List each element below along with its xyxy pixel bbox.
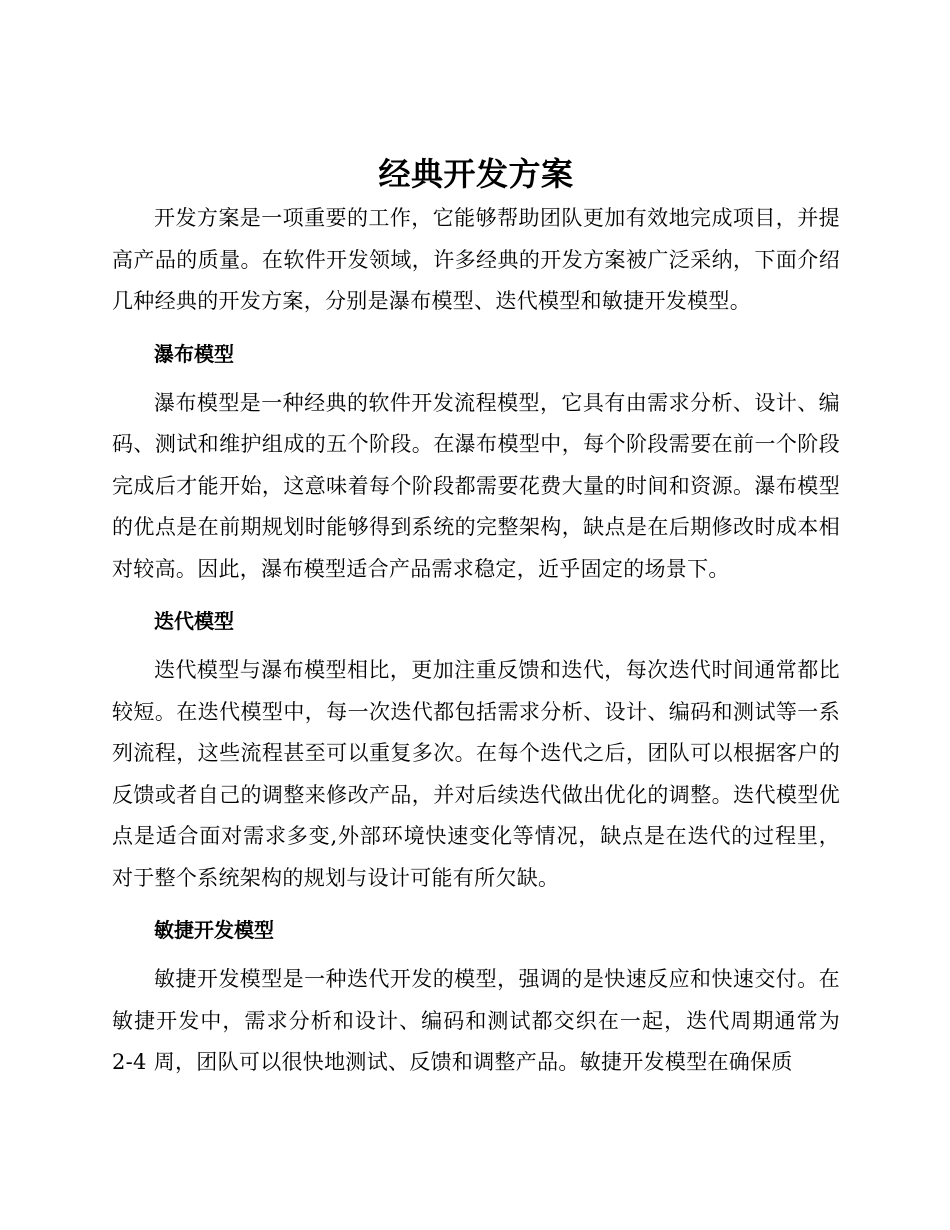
document-title: 经典开发方案	[378, 155, 574, 193]
intro-paragraph: 开发方案是一项重要的工作，它能够帮助团队更加有效地完成项目，并提高产品的质量。在软件开发领域，许多经典的开发方案被广泛采纳，下面介绍几种经典的开发方案，分别是瀑布模型、迭代模型和敏捷开发模型。	[112, 206, 840, 313]
section-heading-waterfall: 瀑布模型	[154, 341, 234, 366]
document-page	[112, 148, 840, 1084]
section-heading-agile: 敏捷开发模型	[154, 918, 274, 942]
section-body-iterative: 迭代模型与瀑布模型相比，更加注重反馈和迭代，每次迭代时间通常都比较短。在迭代模型中，每一次迭代都包括需求分析、设计、编码和测试等一系列流程，这些流程甚至可以重复多次。在每个迭代之后，团队可以根据客户的反馈或者自己的调整来修改产品，并对后续迭代做出优化的调整。迭代模型优点是适合面对需求多变,外部环境快速变化等情况，缺点是在迭代的过程里，对于整个系统架构的规划与设计可能有所欠缺。	[112, 658, 840, 890]
section-body-waterfall: 瀑布模型是一种经典的软件开发流程模型，它具有由需求分析、设计、编码、测试和维护组成的五个阶段。在瀑布模型中，每个阶段需要在前一个阶段完成后才能开始，这意味着每个阶段都需要花费大量的时间和资源。瀑布模型的优点是在前期规划时能够得到系统的完整架构，缺点是在后期修改时成本相对较高。因此，瀑布模型适合产品需求稳定，近乎固定的场景下。	[112, 390, 840, 581]
section-heading-iterative: 迭代模型	[154, 609, 234, 633]
section-body-agile: 敏捷开发模型是一种迭代开发的模型，强调的是快速反应和快速交付。在敏捷开发中，需求分析和设计、编码和测试都交织在一起，迭代周期通常为 2-4 周，团队可以很快地测试、反馈和调整产品。敏捷开发模型在确保质	[112, 967, 840, 1074]
